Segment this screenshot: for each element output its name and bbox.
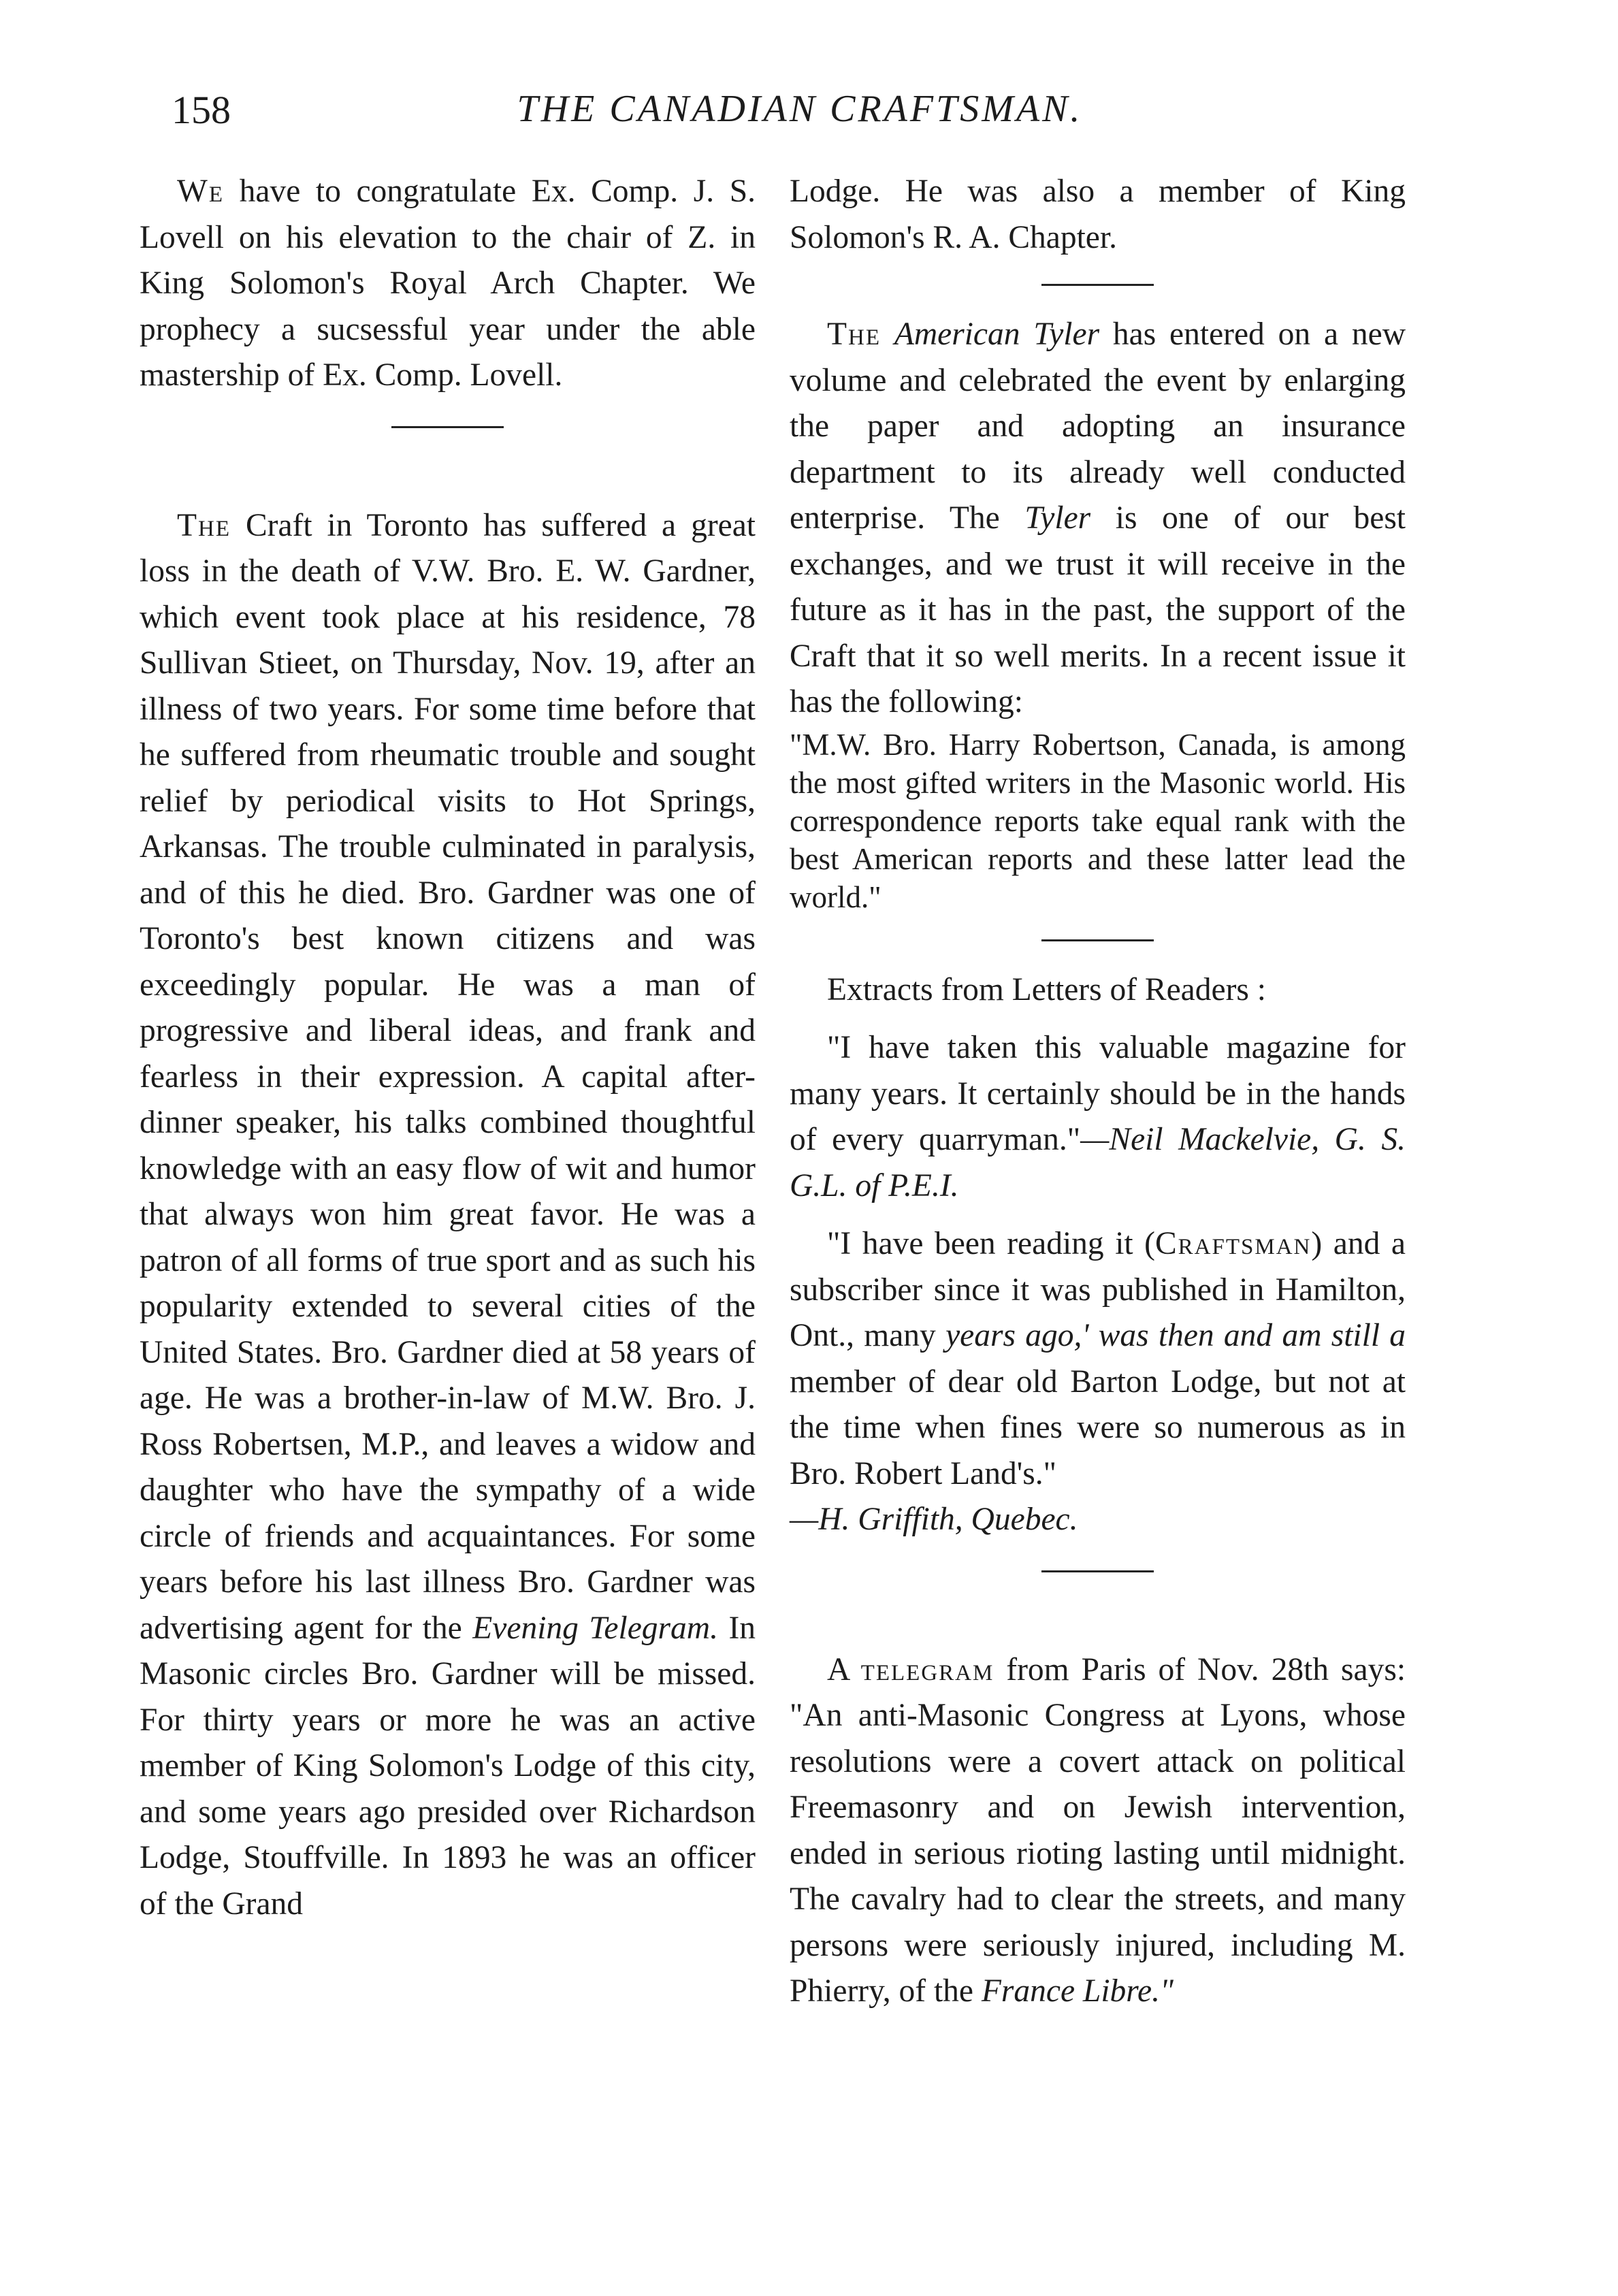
tyler-paper-name: American Tyler bbox=[894, 317, 1100, 352]
page-header bbox=[123, 87, 1477, 148]
telegram-lead-caps: telegram bbox=[860, 1651, 994, 1687]
lovell-text: have to congratulate Ex. Comp. J. S. Lovell on his elevation to the chair of Z. in King Solomon's Royal Arch Chapter. We prophecy a sucsessful year under the able mastership of Ex. Comp. Lovell. bbox=[140, 174, 756, 393]
tyler-lead: The bbox=[827, 317, 881, 352]
telegram-paragraph bbox=[790, 1647, 1406, 2015]
telegram-text: from Paris of Nov. 28th says: "An anti-Masonic Congress at Lyons, whose resolutions were a covert attack on political Freemasonry and on Jewish intervention, ended in serious rioting lasting until midnight. The cavalry had to clear the streets, and many persons were seriously injured, including M. Phierry, of the bbox=[790, 1651, 1406, 2009]
letter-2-text-2: member of dear old Barton Lodge, but not at the time when fines were so numerous as in Bro. Robert Land's." bbox=[790, 1363, 1406, 1491]
tyler-paragraph bbox=[790, 312, 1406, 726]
tyler-text-1: has entered on a new volume and celebrated the event by enlarging the paper and adopting an insurance department to its already well conducted enterprise. The bbox=[790, 317, 1406, 536]
lovell-paragraph bbox=[140, 169, 756, 399]
gardner-paragraph bbox=[140, 503, 756, 1928]
letter-2-signature bbox=[790, 1497, 1406, 1543]
letters-heading: Extracts from Letters of Readers : bbox=[827, 971, 1266, 1007]
letter-2-italic: years ago,' was then and am still a bbox=[945, 1318, 1406, 1353]
tyler-paper-short: Tyler bbox=[1024, 500, 1091, 536]
tyler-quote: "M.W. Bro. Harry Robertson, Canada, is among the most gifted writers in the Masonic world. His correspondence reports take equal rank with the best American reports and these latter lead the world." bbox=[790, 727, 1406, 914]
letter-1 bbox=[790, 1025, 1406, 1209]
section-divider bbox=[1041, 284, 1154, 286]
left-column bbox=[140, 169, 756, 1927]
gardner-text-2: In Masonic circles Bro. Gardner will be missed. For thirty years or more he was an active member of King Solomon's Lodge of this city, and some years ago presided over Richardson Lodge, Stouffville. In 1893 he was an officer of the Grand bbox=[140, 1610, 756, 1922]
lovell-lead: We bbox=[177, 174, 224, 209]
tyler-text-2: is one of our best exchanges, and we trust it will receive in the future as it has in the past, the support of the Craft that it so well merits. In a recent issue it has the following: bbox=[790, 500, 1406, 719]
letter-1-text: "I have taken this valuable magazine for many years. It certainly should be in the hands of every quarryman." bbox=[790, 1030, 1406, 1157]
letter-2 bbox=[790, 1221, 1406, 1497]
letter-2-open: "I have been reading it ( bbox=[827, 1226, 1155, 1261]
gardner-text-1: Craft in Toronto has suffered a great loss in the death of V.W. Bro. E. W. Gardner, which event took place at his residence, 78 Sullivan Stieet, on Thursday, Nov. 19, after an illness of two years. For some time before that he suffered from rheumatic trouble and sought relief by periodical visits to Hot Springs, Arkansas. The trouble culminated in paralysis, and of this he died. Bro. Gardner was one of Toronto's best known citizens and was exceedingly popular. He was a man of progressive and liberal ideas, and frank and fearless in their expression. A capital after-dinner speaker, his talks combined thoughtful knowledge with an easy flow of wit and humor that always won him great favor. He was a patron of all forms of true sport and as such his popularity extended to several cities of the United States. Bro. Gardner died at 58 years of age. He was a brother-in-law of M.W. Bro. J. Ross Robertsen, M.P., and leaves a widow and daughter who have the sympathy of a wide circle of friends and acquaintances. For some years before his last illness Bro. Gardner was advertising agent for the bbox=[140, 507, 756, 1646]
right-column bbox=[790, 169, 1406, 2015]
telegram-lead: A bbox=[827, 1651, 849, 1687]
gardner-lead: The bbox=[177, 507, 231, 543]
telegram-paper-name: France Libre." bbox=[981, 1973, 1174, 2009]
page-number: 158 bbox=[172, 88, 231, 132]
section-divider bbox=[1041, 1570, 1154, 1572]
section-divider bbox=[391, 426, 504, 428]
section-divider bbox=[1041, 939, 1154, 941]
letter-2-caps: Craftsman bbox=[1154, 1226, 1312, 1261]
letter-1-signature: —Neil Mackelvie, G. S. G.L. of P.E.I. bbox=[790, 1122, 1406, 1203]
gardner-paper-name: Evening Telegram. bbox=[472, 1610, 718, 1646]
running-title: THE CANADIAN CRAFTSMAN. bbox=[517, 88, 1083, 130]
letter-2-text-1: ) and a subscriber since it was published in Hamilton, Ont., many bbox=[790, 1226, 1406, 1353]
gardner-continued: Lodge. He was also a member of King Solomon's R. A. Chapter. bbox=[790, 174, 1406, 255]
letter-2-signature-text: —H. Griffith, Quebec. bbox=[790, 1502, 1078, 1537]
